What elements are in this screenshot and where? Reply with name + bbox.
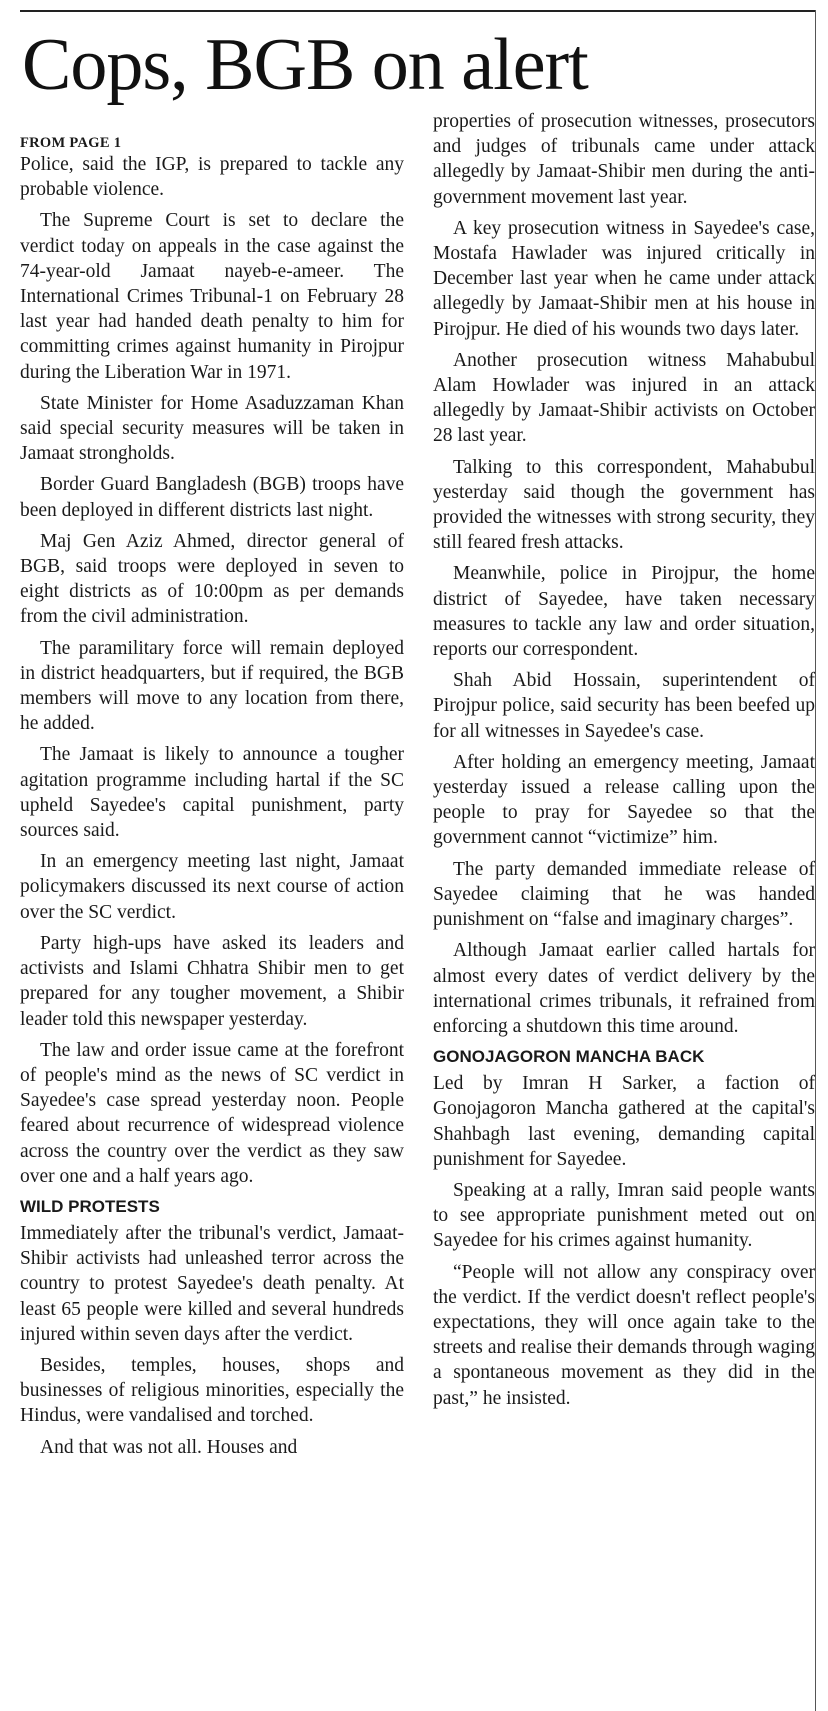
paragraph: Led by Imran H Sarker, a faction of Gonojagoron Mancha gathered at the capital's Shahbagh last evening, demanding capital punishment for Sayedee. [433, 1073, 815, 1170]
paragraph: Although Jamaat earlier called hartals for almost every dates of verdict delivery by the international crimes tribunals, it refrained from enforcing a shutdown this time around. [433, 940, 815, 1037]
subheading-wild-protests: WILD PROTESTS [20, 1196, 160, 1216]
right-column [433, 109, 815, 1417]
paragraph: The Jamaat is likely to announce a tougher agitation programme including hartal if the SC upheld Sayedee's capital punishment, party sources said. [20, 744, 404, 842]
paragraph: Besides, temples, houses, shops and businesses of religious minorities, especially the Hindus, were vandalised and torched. [20, 1354, 404, 1427]
paragraph: Speaking at a rally, Imran said people wants to see appropriate punishment meted out on Sayedee for his crimes against humanity. [433, 1179, 815, 1252]
paragraph: Shah Abid Hossain, superintendent of Pirojpur police, said security has been beefed up for all witnesses in Sayedee's case. [433, 670, 815, 742]
paragraph: The Supreme Court is set to declare the verdict today on appeals in the case against the 74-year-old Jamaat nayeb-e-ameer. The International Crimes Tribunal-1 on February 28 last year had handed death penalty to him for committing crimes against humanity in Pirojpur during the Liberation War in 1971. [20, 210, 404, 383]
paragraph: Party high-ups have asked its leaders and activists and Islami Chhatra Shibir men to get prepared for any tougher movement, a Shibir leader told this newspaper yesterday. [20, 932, 404, 1030]
left-column [20, 134, 404, 1466]
paragraph: properties of prosecution witnesses, prosecutors and judges of tribunals came under attack allegedly by Jamaat-Shibir men during the anti-government movement last year. [433, 111, 815, 208]
paragraph: In an emergency meeting last night, Jamaat policymakers discussed its next course of action over the SC verdict. [20, 851, 404, 923]
subheading-gonojagoron: GONOJAGORON MANCHA BACK [433, 1047, 705, 1067]
paragraph: “People will not allow any conspiracy over the verdict. If the verdict doesn't reflect people's expectations, they will once again take to the streets and realise their demands through waging a spontaneous movement as they did in the past,” he insisted. [433, 1261, 815, 1409]
paragraph: And that was not all. Houses and [40, 1436, 298, 1458]
paragraph: Police, said the IGP, is prepared to tackle any probable violence. [20, 154, 404, 201]
paragraph: Meanwhile, police in Pirojpur, the home district of Sayedee, have taken necessary measures to tackle any law and order situation, reports our correspondent. [433, 563, 815, 661]
paragraph: A key prosecution witness in Sayedee's case, Mostafa Hawlader was injured critically in December last year when he came under attack allegedly by Jamaat-Shibir men at his house in Pirojpur. He died of his wounds two days later. [433, 217, 815, 340]
paragraph: Immediately after the tribunal's verdict, Jamaat-Shibir activists had unleashed terror across the country to protest Sayedee's death penalty. At least 65 people were killed and several hundreds injured within seven days after the verdict. [20, 1222, 404, 1345]
paragraph: The party demanded immediate release of Sayedee claiming that he was handed punishment on “false and imaginary charges”. [433, 858, 815, 931]
jump-label: FROM PAGE 1 [20, 135, 122, 151]
paragraph: Border Guard Bangladesh (BGB) troops have been deployed in different districts last night. [20, 474, 404, 521]
paragraph: The paramilitary force will remain deployed in district headquarters, but if required, the BGB members will move to any location from there, he added. [20, 637, 404, 735]
headline: Cops, BGB on alert [22, 24, 588, 106]
paragraph: Another prosecution witness Mahabubul Alam Howlader was injured in an attack allegedly by Jamaat-Shibir activists on October 28 last year. [433, 349, 815, 447]
top-rule-divider [20, 10, 816, 12]
right-edge-divider [815, 10, 816, 1711]
paragraph: After holding an emergency meeting, Jamaat yesterday issued a release calling upon the people to pray for Sayedee so that the government cannot “victimize” him. [433, 751, 815, 849]
paragraph: Maj Gen Aziz Ahmed, director general of BGB, said troops were deployed in seven to eight districts as of 10:00pm as per demands from the civil administration. [20, 530, 404, 628]
paragraph: The law and order issue came at the forefront of people's mind as the news of SC verdict in Sayedee's case spread yesterday noon. People feared about recurrence of widespread violence across the country over the verdict as they saw over one and a half years ago. [20, 1039, 404, 1187]
paragraph: State Minister for Home Asaduzzaman Khan said special security measures will be taken in Jamaat strongholds. [20, 392, 404, 465]
paragraph: Talking to this correspondent, Mahabubul yesterday said though the government has provided the witnesses with strong security, they still feared fresh attacks. [433, 456, 815, 554]
